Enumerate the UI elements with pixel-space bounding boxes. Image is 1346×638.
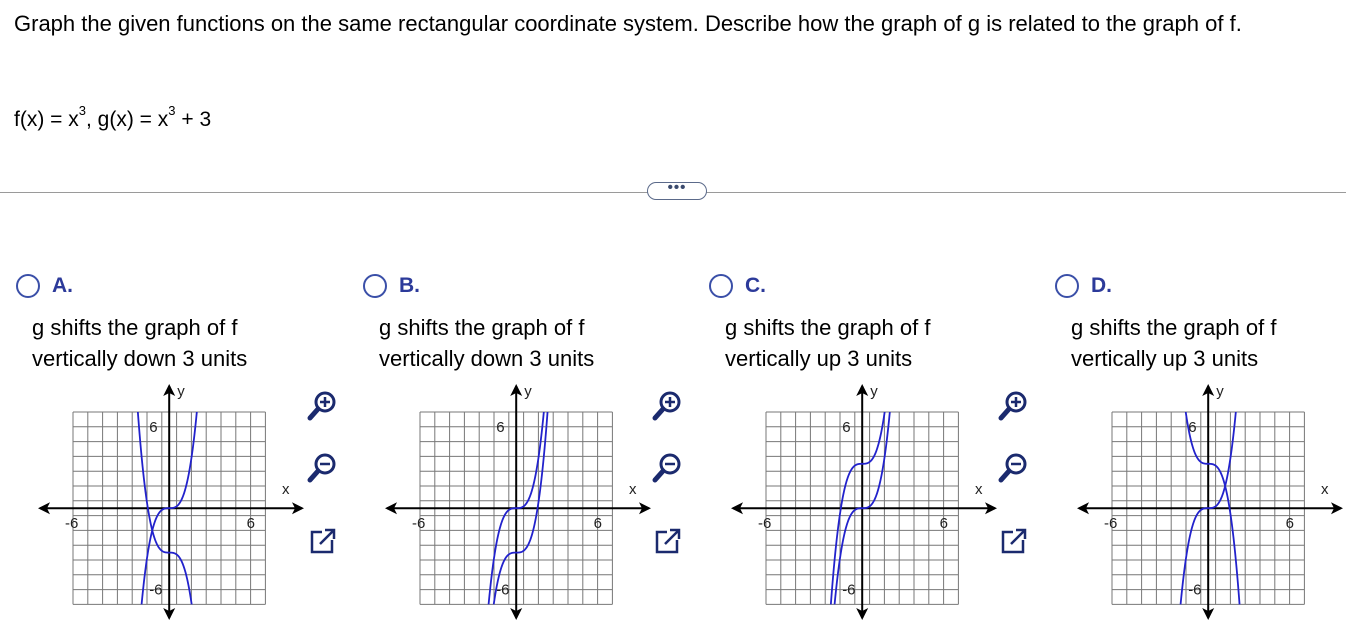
description-line: g shifts the graph of f — [32, 315, 238, 340]
x-max-tick: 6 — [939, 515, 948, 533]
answer-graph — [383, 382, 653, 622]
y-max-tick: 6 — [149, 418, 158, 436]
radio-button[interactable] — [1055, 274, 1079, 298]
y-axis-label: y — [177, 383, 185, 400]
x-max-tick: 6 — [593, 515, 602, 533]
more-button[interactable]: ••• — [647, 182, 707, 200]
x-axis-label: x — [1321, 481, 1329, 499]
radio-button[interactable] — [16, 274, 40, 298]
zoom-out-icon[interactable] — [306, 450, 340, 484]
description-line: vertically down 3 units — [32, 346, 248, 371]
option-description — [725, 312, 1015, 374]
y-axis-label: y — [524, 383, 532, 400]
function-definitions — [14, 103, 212, 132]
g-exponent: 3 — [168, 103, 176, 118]
f-exponent: 3 — [78, 103, 86, 118]
g-label: , g(x) = x — [86, 108, 169, 131]
zoom-in-icon[interactable] — [306, 388, 340, 422]
y-min-tick: -6 — [149, 581, 163, 599]
y-axis-label: y — [870, 383, 878, 400]
zoom-in-icon[interactable] — [651, 388, 685, 422]
description-line: g shifts the graph of f — [379, 315, 585, 340]
f-label: f(x) = x — [14, 108, 79, 131]
x-min-tick: -6 — [1104, 515, 1118, 533]
y-max-tick: 6 — [842, 418, 851, 436]
g-tail: + 3 — [175, 108, 212, 131]
zoom-in-icon[interactable] — [997, 388, 1031, 422]
y-max-tick: 6 — [496, 418, 505, 436]
description-line: vertically down 3 units — [379, 346, 595, 371]
description-line: vertically up 3 units — [725, 346, 913, 371]
y-max-tick: 6 — [1188, 418, 1197, 436]
popout-icon[interactable] — [306, 524, 340, 558]
x-axis-label: x — [282, 481, 290, 499]
zoom-out-icon[interactable] — [651, 450, 685, 484]
answer-graph — [729, 382, 999, 622]
zoom-out-icon[interactable] — [997, 450, 1031, 484]
y-min-tick: -6 — [496, 581, 510, 599]
x-min-tick: -6 — [65, 515, 79, 533]
popout-icon[interactable] — [997, 524, 1031, 558]
radio-button[interactable] — [709, 274, 733, 298]
y-axis-label: y — [1216, 383, 1224, 400]
question-text: Graph the given functions on the same rectangular coordinate system. Describe how the graph of g is related to the graph of f. — [14, 11, 1242, 36]
option-letter: C. — [745, 274, 766, 297]
description-line: vertically up 3 units — [1071, 346, 1259, 371]
popout-icon[interactable] — [651, 524, 685, 558]
option-description — [1071, 312, 1346, 374]
y-min-tick: -6 — [842, 581, 856, 599]
description-line: g shifts the graph of f — [1071, 315, 1277, 340]
y-min-tick: -6 — [1188, 581, 1202, 599]
option-description — [379, 312, 669, 374]
radio-button[interactable] — [363, 274, 387, 298]
x-max-tick: 6 — [1285, 515, 1294, 533]
x-axis-label: x — [629, 481, 637, 499]
option-letter: B. — [399, 274, 420, 297]
x-max-tick: 6 — [246, 515, 255, 533]
x-axis-label: x — [975, 481, 983, 499]
answer-graph — [1075, 382, 1345, 622]
x-min-tick: -6 — [412, 515, 426, 533]
x-min-tick: -6 — [758, 515, 772, 533]
answer-graph — [36, 382, 306, 622]
option-letter: D. — [1091, 274, 1112, 297]
description-line: g shifts the graph of f — [725, 315, 931, 340]
option-letter: A. — [52, 274, 73, 297]
option-description — [32, 312, 322, 374]
